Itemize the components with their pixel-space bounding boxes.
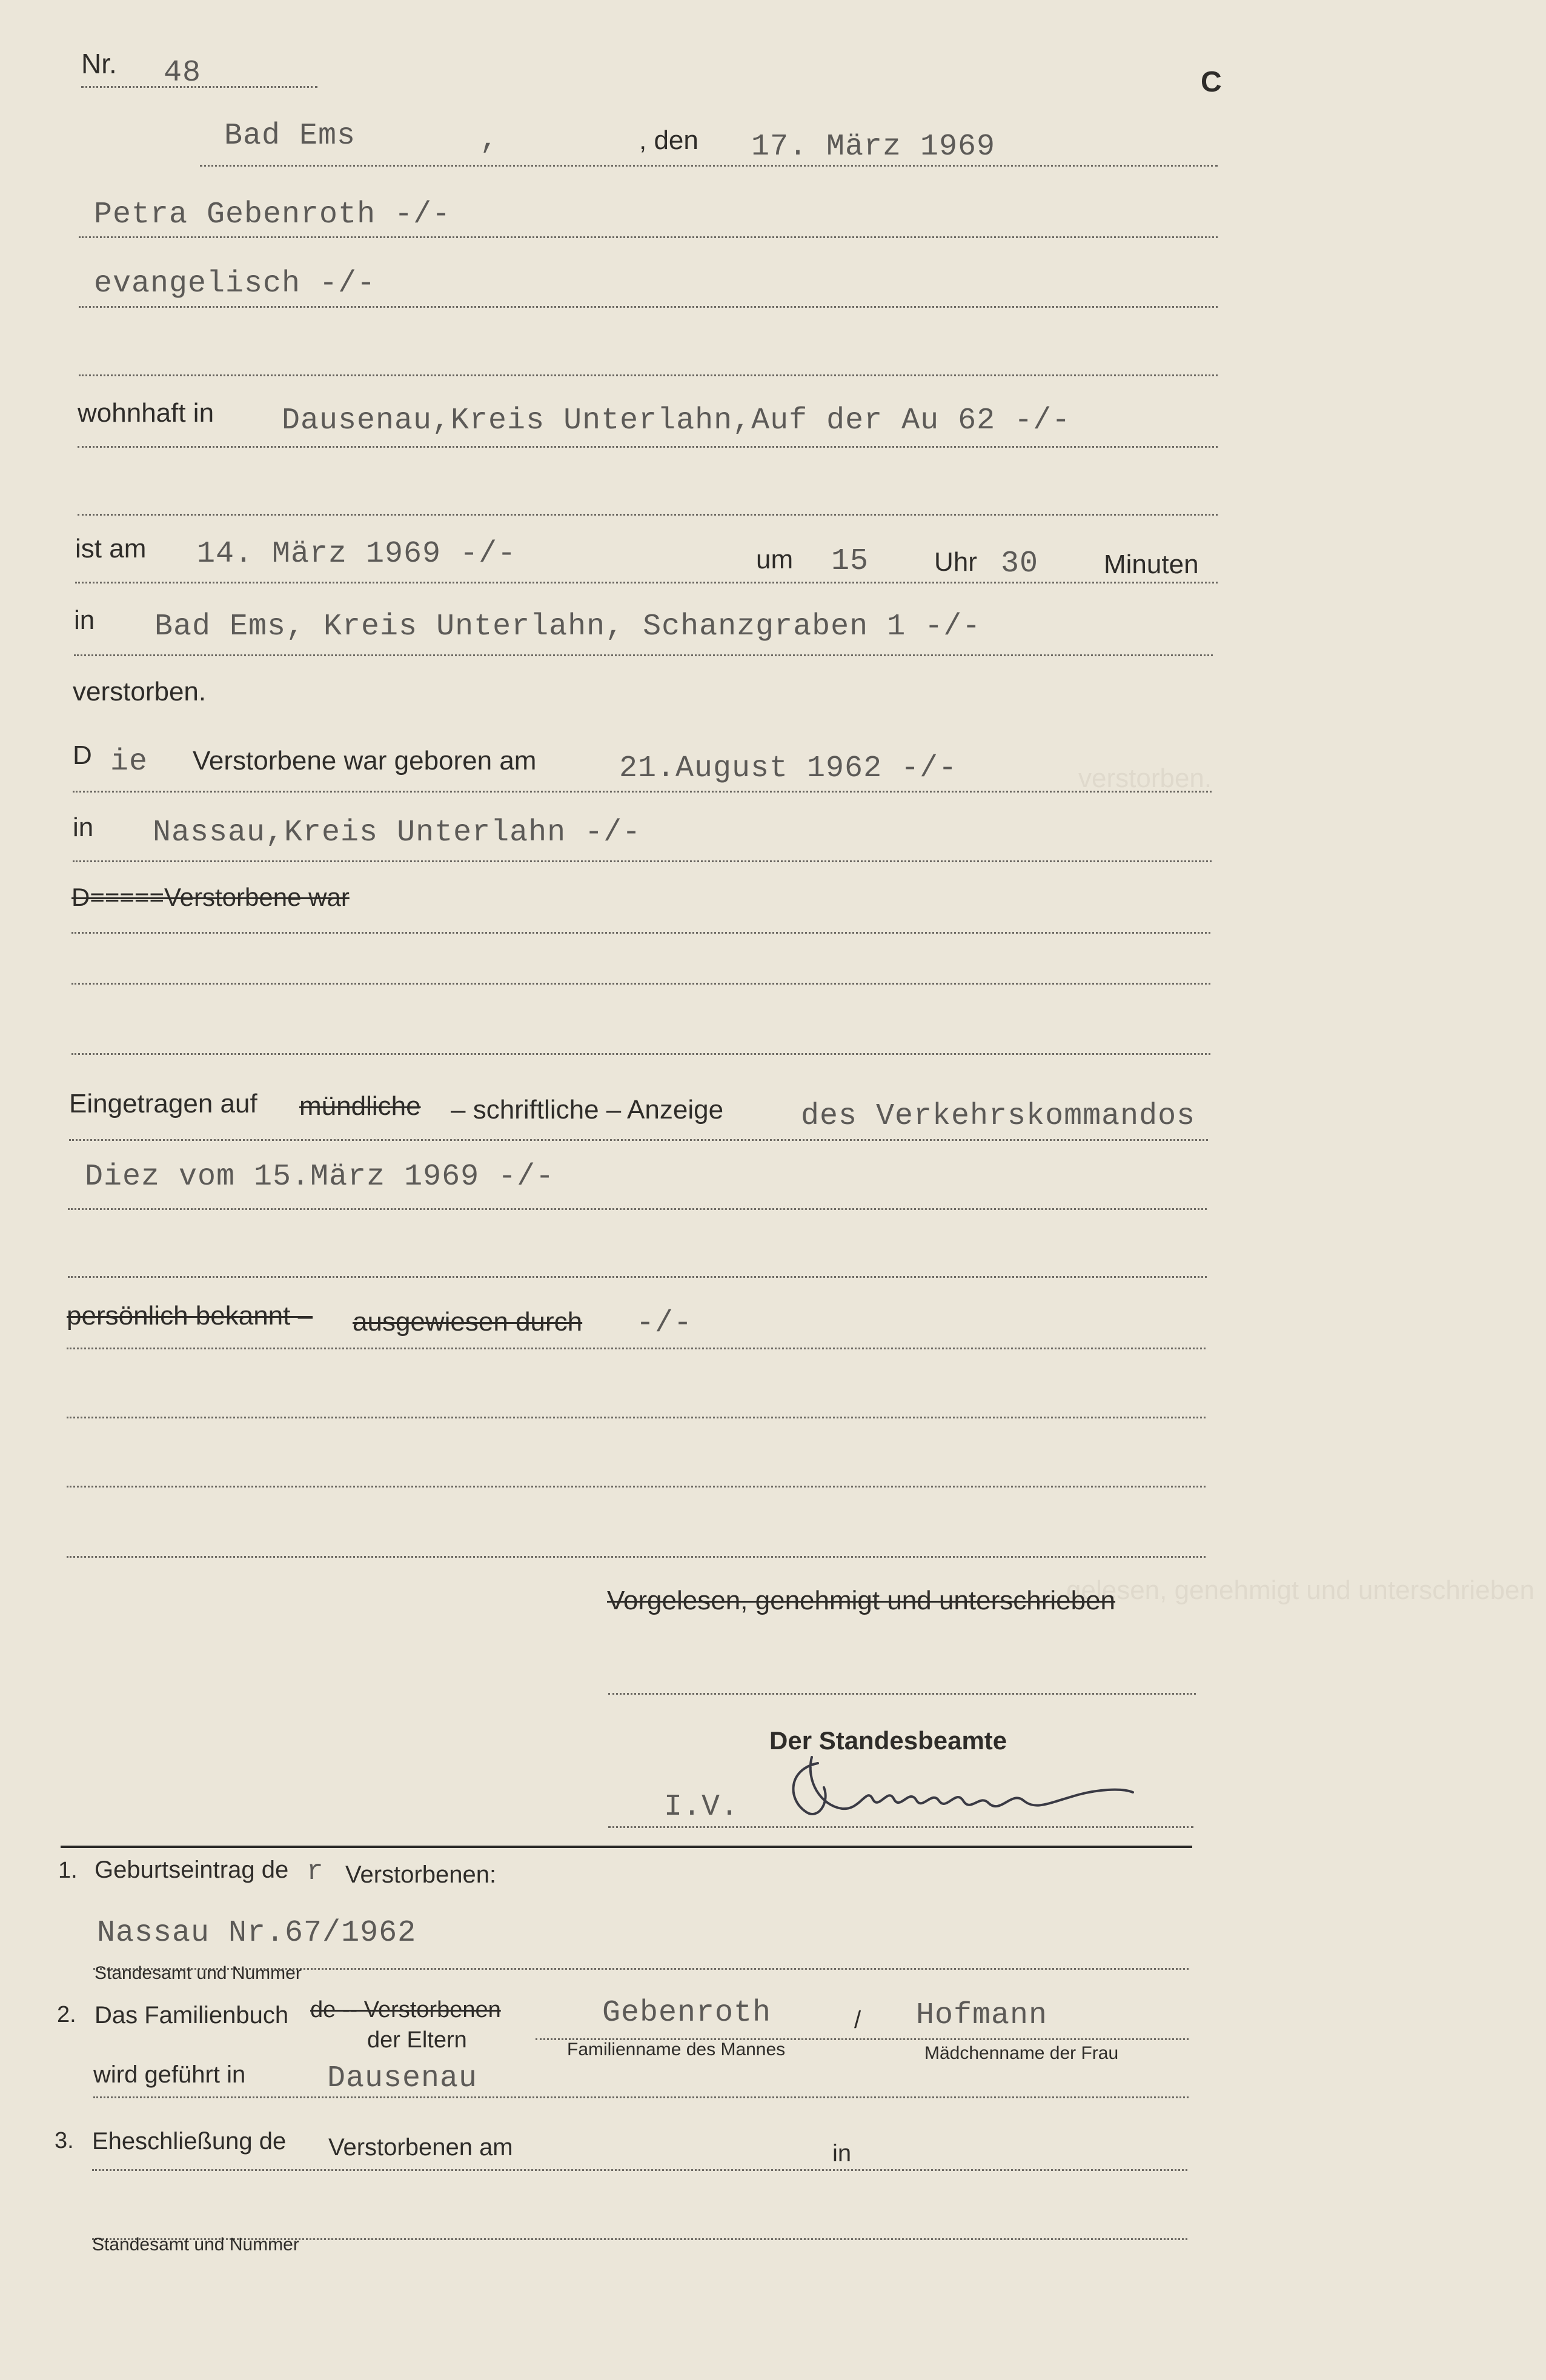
gefuehrt-label: wird geführt in <box>93 2061 246 2088</box>
nr-label: Nr. <box>81 48 117 79</box>
date-dotted-line <box>200 165 1218 167</box>
eheschliessung-label: Eheschließung de <box>92 2128 287 2155</box>
standesamt-caption-2: Standesamt und Nummer <box>92 2235 299 2255</box>
iv-label: I.V. <box>664 1790 740 1824</box>
blank-dotted-line <box>79 374 1218 376</box>
name-separator: / <box>854 2007 861 2033</box>
birth-place-dotted-line <box>73 860 1212 862</box>
nr-dotted-line <box>81 86 317 88</box>
gefuehrt-dotted-line <box>93 2096 1189 2098</box>
place-separator: , <box>480 122 499 157</box>
blank-dotted-line <box>68 1276 1207 1278</box>
minuten-label: Minuten <box>1104 550 1199 579</box>
signature-scribble <box>763 1745 1151 1830</box>
verstorben-label: verstorben. <box>73 677 207 706</box>
birth-in-label: in <box>73 813 94 842</box>
religion-dotted-line <box>79 306 1218 308</box>
ausgewiesen-struck: ausgewiesen durch <box>353 1307 583 1337</box>
blank-dotted-line <box>71 1053 1210 1055</box>
standesamt-caption: Standesamt und Nummer <box>95 1963 302 1983</box>
schriftliche-label: – schriftliche – Anzeige <box>451 1095 724 1125</box>
anzeige-dotted-line <box>69 1139 1208 1141</box>
person-name: Petra Gebenroth -/- <box>94 198 451 232</box>
struck-verstorbene-line: D=====Verstorbene war <box>71 883 350 911</box>
death-place-dotted-line <box>74 654 1213 656</box>
place-value: Bad Ems <box>224 119 356 153</box>
vorgelesen-dotted-line <box>608 1693 1196 1695</box>
death-dotted-line <box>75 582 1218 583</box>
familienbuch-struck: de -- Verstorbenen <box>310 1997 501 2023</box>
anzeige-value: des Verkehrskommandos <box>801 1099 1196 1134</box>
ausgewiesen-value: -/- <box>636 1306 693 1341</box>
bekannt-struck: persönlich bekannt – <box>67 1301 313 1331</box>
geburtseintrag-suffix: Verstorbenen: <box>345 1861 497 1888</box>
ausgewiesen-dotted-line <box>67 1348 1206 1349</box>
blank-dotted-line <box>67 1417 1206 1418</box>
birth-place: Nassau,Kreis Unterlahn -/- <box>153 816 642 850</box>
um-label: um <box>756 545 794 574</box>
death-hour: 15 <box>831 544 869 579</box>
birth-d-suffix: ie <box>110 745 148 779</box>
eheschliessung-mid: Verstorbenen am <box>328 2134 513 2161</box>
death-minutes: 30 <box>1001 547 1039 581</box>
anzeige-value-2: Diez vom 15.März 1969 -/- <box>85 1160 555 1194</box>
birth-d-prefix: D <box>73 740 92 770</box>
bleed-through-text: gelesen, genehmigt und unterschrieben <box>1066 1575 1534 1605</box>
husband-caption: Familienname des Mannes <box>567 2039 786 2059</box>
nr-value: 48 <box>164 56 202 90</box>
wife-caption: Mädchenname der Frau <box>924 2043 1119 2063</box>
geburtseintrag-value: Nassau Nr.67/1962 <box>97 1916 417 1950</box>
death-date: 14. März 1969 -/- <box>197 537 517 571</box>
geburtseintrag-label: Geburtseintrag de <box>95 1856 289 1883</box>
death-in-label: in <box>74 605 95 635</box>
name-dotted-line <box>79 236 1218 238</box>
footnote-number-1: 1. <box>58 1858 78 1883</box>
birth-text: Verstorbene war geboren am <box>193 746 537 776</box>
footnote-number-3: 3. <box>55 2128 74 2153</box>
gefuehrt-value: Dausenau <box>327 2061 478 2096</box>
blank-dotted-line <box>78 514 1218 516</box>
death-place: Bad Ems, Kreis Unterlahn, Schanzgraben 1 -/- <box>154 610 981 644</box>
anzeige-dotted-line-2 <box>68 1208 1207 1210</box>
ist-am-label: ist am <box>75 534 147 563</box>
muendliche-struck: mündliche <box>299 1091 421 1121</box>
person-religion: evangelisch -/- <box>94 267 376 301</box>
familienbuch-label: Das Familienbuch <box>95 2002 289 2029</box>
eheschliessung-in: in <box>832 2140 852 2167</box>
familienbuch-eltern: der Eltern <box>367 2027 467 2053</box>
eheschliessung-dotted-line <box>92 2169 1187 2171</box>
eingetragen-label: Eingetragen auf <box>69 1089 257 1119</box>
blank-dotted-line <box>67 1486 1206 1488</box>
wohnhaft-dotted-line <box>78 446 1218 448</box>
form-letter: C <box>1201 66 1222 98</box>
struck-dotted-line <box>71 932 1210 934</box>
vorgelesen-struck: Vorgelesen, genehmigt und unterschrieben <box>607 1586 1116 1615</box>
den-label: , den <box>639 125 698 155</box>
uhr-label: Uhr <box>934 547 977 577</box>
husband-name: Gebenroth <box>602 1996 772 2030</box>
footnote-number-2: 2. <box>57 2002 76 2027</box>
wife-name: Hofmann <box>916 1998 1048 2033</box>
wohnhaft-value: Dausenau,Kreis Unterlahn,Auf der Au 62 -/- <box>282 404 1071 438</box>
wohnhaft-label: wohnhaft in <box>78 398 214 428</box>
blank-dotted-line <box>71 983 1210 985</box>
blank-dotted-line <box>67 1556 1206 1558</box>
birth-date: 21.August 1962 -/- <box>619 751 958 786</box>
bleed-through-text: verstorben. <box>1078 763 1212 793</box>
date-value: 17. März 1969 <box>751 130 996 164</box>
footnote-divider <box>61 1846 1192 1848</box>
birth-dotted-line <box>73 791 1212 793</box>
standesbeamte-label: Der Standesbeamte <box>769 1726 1007 1755</box>
geburtseintrag-r: r <box>307 1856 324 1887</box>
